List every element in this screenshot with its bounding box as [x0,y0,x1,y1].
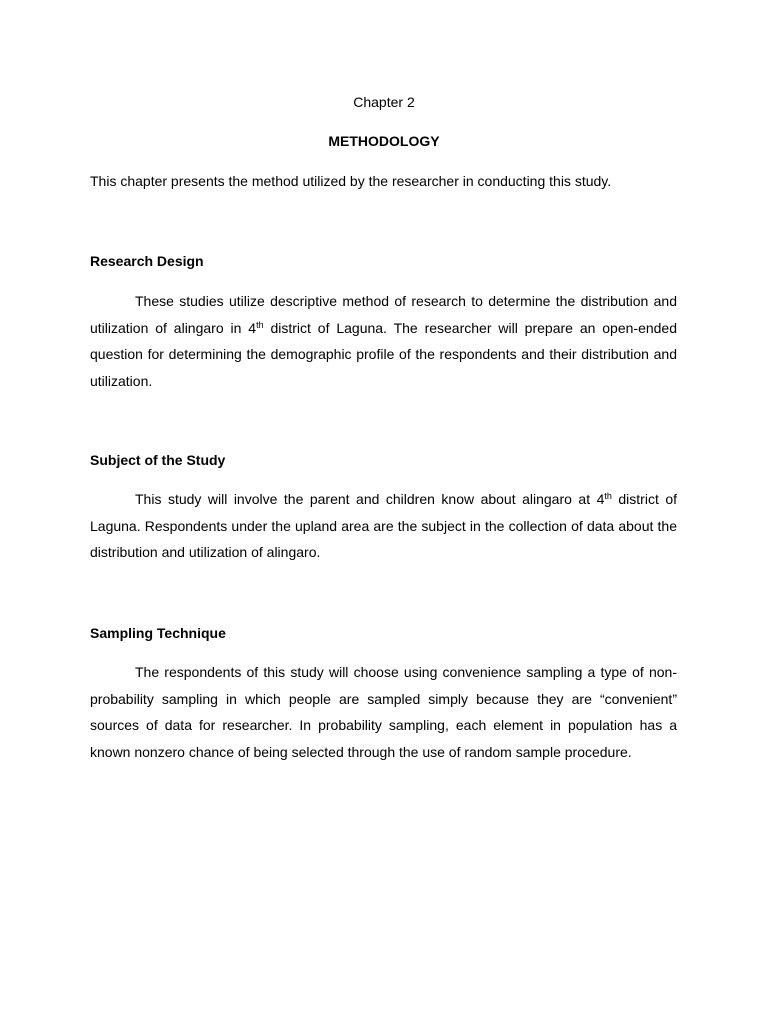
sampling-technique-paragraph: The respondents of this study will choose using convenience sampling a type of non-probability sampling in which people are sampled simply because they are “convenient” sources of data for researcher. In probability sampling, each element in population has a known nonzero chance of being selected through the use of random sample procedure. [90,664,677,761]
ordinal-suffix: th [256,319,264,330]
paragraph-text: district of Laguna. The researcher will prepare an open-ended question for determining the demographic profile of the respondents and their distribution and utilization. [90,319,678,390]
chapter-title: METHODOLOGY [328,133,440,149]
section-heading-research-design: Research Design [90,253,204,269]
intro-paragraph: This chapter presents the method utilized by the researcher in conducting this study. [90,173,612,189]
paragraph-text: district of Laguna. Respondents under the upland area are the subject in the collection of data about the distribution and utilization of alingaro. [90,491,677,561]
paragraph-text: This study will involve the parent and children know about alingaro at 4 [135,491,605,507]
ordinal-suffix: th [604,491,612,501]
chapter-label: Chapter 2 [353,94,415,110]
section-heading-subject-of-study: Subject of the Study [90,452,226,468]
section-heading-sampling-technique: Sampling Technique [90,625,226,641]
research-design-paragraph [90,288,677,395]
subject-of-study-paragraph [90,486,677,566]
paragraph-text: These studies utilize descriptive method of research to determine the distribution and utilization of alingaro in 4 [90,293,677,336]
